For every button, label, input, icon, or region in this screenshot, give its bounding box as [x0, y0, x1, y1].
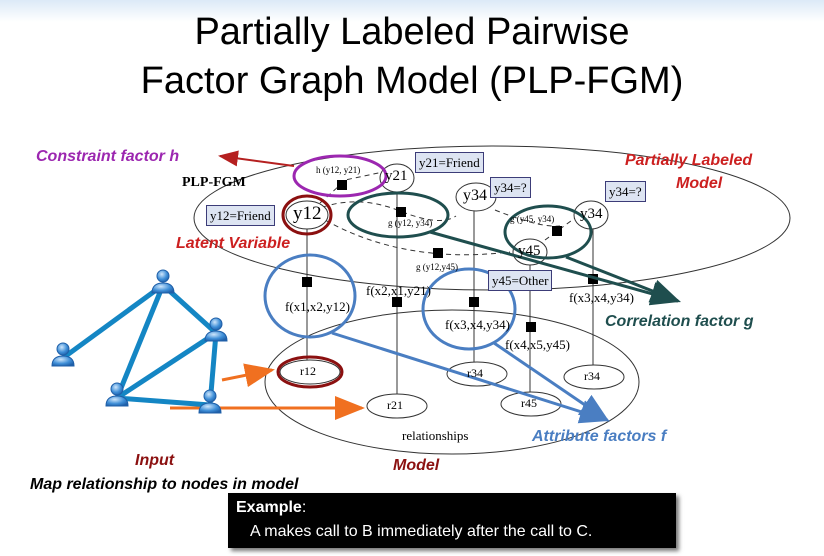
partially-labeled-label: Partially Labeled: [625, 152, 753, 169]
factor-f5-label: f(x4,x5,y45): [505, 337, 570, 352]
node-y34-label: y34: [463, 187, 487, 204]
label-box-y45: y45=Other: [488, 270, 552, 291]
label-box-y12: y12=Friend: [206, 205, 275, 226]
node-r34-label: r34: [467, 366, 483, 380]
model-name-label: PLP-FGM: [182, 175, 246, 190]
partially-labeled-model-label: Model: [676, 175, 723, 192]
factor-f1-label: f(x1,x2,y12): [285, 299, 350, 314]
input-arrow-1: [222, 370, 272, 380]
attribute-highlight-1: [265, 255, 355, 337]
relationships-label: relationships: [402, 428, 469, 443]
factor-f5: [526, 322, 536, 332]
title-line-1: Partially Labeled Pairwise: [194, 11, 630, 53]
node-y45-label: y45: [518, 243, 541, 259]
example-label: Example: [236, 499, 302, 516]
factor-h: [337, 180, 347, 190]
example-text: A makes call to B immediately after the call to C.: [250, 523, 593, 540]
input-network: [52, 270, 227, 413]
latent-variable-label: Latent Variable: [176, 235, 291, 252]
constraint-factor-label: Constraint factor h: [36, 148, 180, 165]
node-r12-label: r12: [300, 364, 316, 378]
person-icon: [205, 318, 227, 341]
factor-g1: [396, 207, 406, 217]
factor-f2-label: f(x2,x1,y21): [366, 283, 431, 298]
factor-g2-label: g (y45, y34): [510, 214, 555, 224]
map-relationship-label: Map relationship to nodes in model: [30, 476, 299, 493]
correlation-arrow-1: [430, 232, 678, 301]
factor-f4-label: f(x3,x4,y34): [569, 290, 634, 305]
factor-f3-label: f(x3,x4,y34): [445, 317, 510, 332]
node-r45-label: r45: [521, 396, 537, 410]
node-y21-label: y21: [385, 168, 408, 184]
model-label: Model: [393, 457, 440, 474]
person-icon: [199, 390, 221, 413]
factor-g3-label: g (y12,y45): [416, 262, 458, 272]
label-box-y21: y21=Friend: [415, 152, 484, 173]
label-box-y34-b: y34=?: [605, 181, 646, 202]
correlation-factor-label: Correlation factor g: [605, 313, 754, 330]
input-label: Input: [135, 452, 175, 469]
node-r21-label: r21: [387, 398, 403, 412]
person-icon: [152, 270, 174, 293]
node-y12-label: y12: [293, 203, 322, 224]
factor-h-label: h (y12, y21): [316, 165, 361, 175]
example-colon: :: [301, 499, 307, 516]
factor-g1-label: g (y12, y34): [388, 218, 433, 228]
node-y34b-label: y34: [580, 206, 603, 222]
node-r34b-label: r34: [584, 369, 600, 383]
factor-f3: [469, 297, 479, 307]
attribute-factors-label: Attribute factors f: [532, 428, 667, 445]
factor-g3: [433, 248, 443, 258]
title-line-2: Factor Graph Model (PLP-FGM): [140, 60, 684, 102]
factor-f1: [302, 277, 312, 287]
constraint-arrow: [220, 156, 294, 166]
factor-g2: [552, 226, 562, 236]
example-box: [228, 493, 676, 548]
label-box-y34-a: y34=?: [490, 177, 531, 198]
example-heading: [236, 499, 306, 517]
